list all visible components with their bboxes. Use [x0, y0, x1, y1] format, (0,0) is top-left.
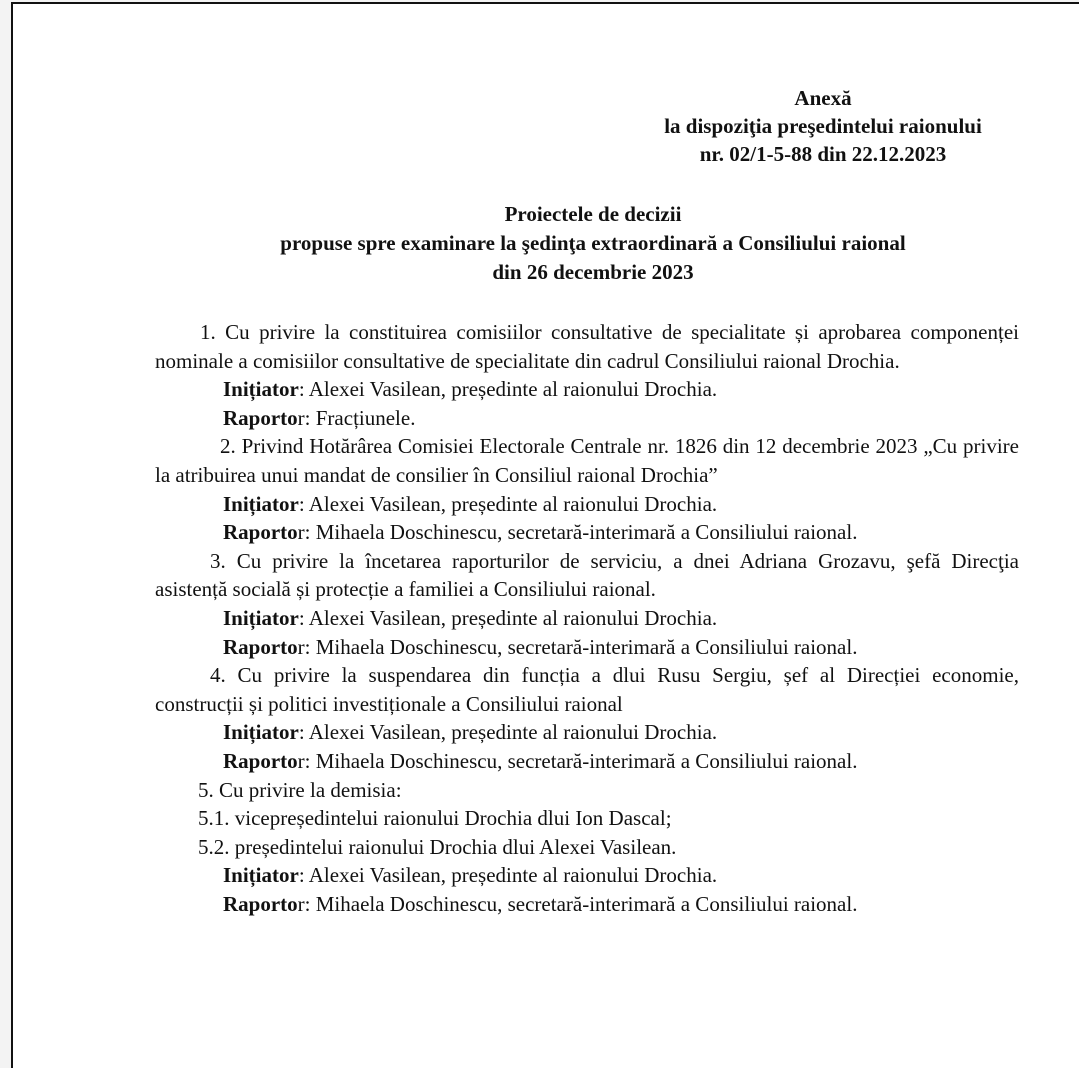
agenda-item-4: 4. Cu privire la suspendarea din funcția a dlui Rusu Sergiu, șef al Direcției economie, construcții și politici investiționale a Consiliului raional: [155, 663, 1019, 716]
initiator-value: : Alexei Vasilean, președinte al raionului Drochia.: [298, 863, 718, 888]
title-line-3: din 26 decembrie 2023: [492, 260, 694, 284]
raportor-label: Raporto: [223, 891, 298, 916]
raportor-label: Raporto: [223, 634, 298, 659]
annex-number-date: nr. 02/1-5-88 din 22.12.2023: [699, 142, 947, 166]
annex-header: [613, 84, 1033, 168]
initiator-label: Inițiator: [223, 491, 299, 516]
initiator-line: [155, 490, 1019, 519]
agenda-item-1: 1. Cu privire la constituirea comisiilor consultative de specialitate și aprobarea componenței nominale a comisiilor consultative de specialitate din cadrul Consiliului raional Drochia.: [155, 320, 1019, 373]
initiator-line: [155, 604, 1019, 633]
document-title: [143, 200, 1043, 287]
initiator-label: Inițiator: [223, 377, 299, 402]
raportor-line: [155, 518, 1019, 547]
agenda-item-3: 3. Cu privire la încetarea raporturilor de serviciu, a dnei Adriana Grozavu, şefă Direcţia asistență socială și protecție a familiei a Consiliului raional.: [155, 548, 1019, 602]
document-page: [11, 2, 1079, 1068]
raportor-line: [155, 890, 1019, 919]
initiator-label: Inițiator: [223, 720, 299, 745]
initiator-line: [155, 375, 1019, 404]
initiator-value: : Alexei Vasilean, președinte al raionului Drochia.: [298, 377, 718, 402]
document-body: [155, 318, 1019, 918]
raportor-value: r: Mihaela Doschinescu, secretară-interimară a Consiliului raional.: [297, 748, 858, 773]
agenda-subitem-5-1: 5.1. vicepreședintelui raionului Drochia dlui Ion Dascal;: [198, 806, 672, 831]
agenda-item-2: 2. Privind Hotărârea Comisiei Electorale Centrale nr. 1826 din 12 decembrie 2023 „Cu privire la atribuirea unui mandat de consilier în Consiliul raional Drochia”: [155, 434, 1019, 487]
title-line-1: Proiectele de decizii: [504, 202, 682, 226]
raportor-label: Raporto: [223, 520, 298, 545]
raportor-value: r: Mihaela Doschinescu, secretară-interimară a Consiliului raional.: [297, 891, 858, 916]
raportor-label: Raporto: [223, 748, 298, 773]
initiator-line: [155, 718, 1019, 747]
annex-reference: la dispoziţia preşedintelui raionului: [664, 114, 982, 138]
raportor-value: r: Fracțiunele.: [297, 405, 416, 430]
title-line-2: propuse spre examinare la şedinţa extraordinară a Consiliului raional: [280, 231, 906, 255]
initiator-value: : Alexei Vasilean, președinte al raionului Drochia.: [298, 491, 718, 516]
initiator-value: : Alexei Vasilean, președinte al raionului Drochia.: [298, 720, 718, 745]
raportor-line: [155, 404, 1019, 433]
annex-label: Anexă: [794, 86, 852, 110]
raportor-value: r: Mihaela Doschinescu, secretară-interimară a Consiliului raional.: [297, 634, 858, 659]
raportor-value: r: Mihaela Doschinescu, secretară-interimară a Consiliului raional.: [297, 520, 858, 545]
agenda-item-5: 5. Cu privire la demisia:: [198, 777, 402, 802]
initiator-value: : Alexei Vasilean, președinte al raionului Drochia.: [298, 605, 718, 630]
raportor-line: [155, 633, 1019, 662]
raportor-line: [155, 747, 1019, 776]
initiator-label: Inițiator: [223, 605, 299, 630]
agenda-subitem-5-2: 5.2. președintelui raionului Drochia dlui Alexei Vasilean.: [198, 834, 677, 859]
initiator-label: Inițiator: [223, 863, 299, 888]
raportor-label: Raporto: [223, 405, 298, 430]
initiator-line: [155, 861, 1019, 890]
